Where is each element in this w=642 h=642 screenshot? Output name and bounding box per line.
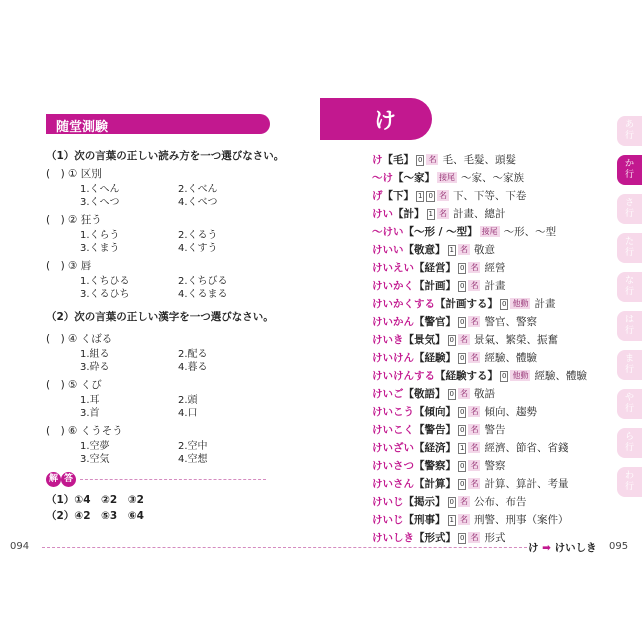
entry-kanji: 【計画】 <box>414 280 456 292</box>
dictionary-entry <box>372 440 568 455</box>
answer-badge-char-1: 解 <box>46 472 61 487</box>
entry-kanji: 【計画する】 <box>435 298 498 310</box>
answer-badge-char-2: 答 <box>61 472 76 487</box>
accent-marker: 0 <box>460 264 465 272</box>
q2-item-3-option-2: 2.空中 <box>178 441 208 452</box>
entry-kanji: 【敬意】 <box>403 244 446 256</box>
part-of-speech-badge: 接尾 <box>481 227 498 236</box>
entry-kanji: 【警告】 <box>414 424 456 436</box>
q1-item-2-option-4: 4.くすう <box>178 243 218 254</box>
side-tab-label: さ行 <box>624 198 634 219</box>
part-of-speech-badge: 名 <box>428 155 437 164</box>
page-number-right: 095 <box>609 541 629 552</box>
part-of-speech-badge: 名 <box>470 533 479 542</box>
accent-marker: 1 <box>449 246 454 254</box>
page-number-left: 094 <box>10 541 30 552</box>
part-of-speech-badge: 名 <box>470 407 479 416</box>
q1-item-3-option-2: 2.くちびる <box>178 276 228 287</box>
side-tab-7[interactable] <box>617 389 642 419</box>
entry-headword: けいかん <box>372 316 414 328</box>
accent-marker: 0 <box>418 156 423 164</box>
q2-item-1-option-2: 2.配る <box>178 349 208 360</box>
dictionary-entry <box>372 188 526 203</box>
answer-divider <box>80 479 266 480</box>
accent-marker: 1 <box>418 192 423 200</box>
accent-marker: 1 <box>449 516 454 524</box>
part-of-speech-badge: 名 <box>459 335 468 344</box>
part-of-speech-badge: 名 <box>470 425 479 434</box>
q2-item-3-option-3: 3.空気 <box>80 454 110 465</box>
dictionary-entry <box>372 332 558 347</box>
q1-item-2-prompt: ( ) ② 狂う <box>46 214 102 226</box>
q1-item-2-option-1: 1.くらう <box>80 230 120 241</box>
entry-meaning: 計畫 <box>534 298 556 310</box>
entry-headword: ～け <box>372 172 393 184</box>
part-of-speech-badge: 名 <box>438 191 447 200</box>
q2-item-2-option-3: 3.首 <box>80 408 100 419</box>
q1-item-3-option-1: 1.くちひる <box>80 276 130 287</box>
dictionary-entry <box>372 512 568 527</box>
answer-row-2: （2）④2 ⑤3 ⑥4 <box>46 510 144 522</box>
entry-kanji: 【～形 / ～型】 <box>403 226 478 238</box>
accent-marker: 0 <box>460 408 465 416</box>
entry-kanji: 【形式】 <box>414 532 456 544</box>
footer-range <box>528 540 597 555</box>
q2-item-2-prompt: ( ) ⑤ くび <box>46 379 102 391</box>
side-tab-1[interactable] <box>617 155 642 185</box>
entry-kanji: 【掲示】 <box>403 496 446 508</box>
part-of-speech-badge: 名 <box>459 245 468 254</box>
part-of-speech-badge: 名 <box>438 209 447 218</box>
dictionary-entry <box>372 296 555 311</box>
entry-meaning: 計畫 <box>484 280 506 292</box>
side-tab-label: ら行 <box>624 432 634 453</box>
dictionary-entry <box>372 368 587 383</box>
side-tab-label: や行 <box>624 393 634 414</box>
footer-dashed-line <box>42 547 527 548</box>
entry-headword: けいさん <box>372 478 414 490</box>
side-tab-0[interactable] <box>617 116 642 146</box>
entry-kanji: 【警官】 <box>414 316 456 328</box>
q1-item-3-prompt: ( ) ③ 唇 <box>46 260 92 272</box>
side-tab-label: わ行 <box>624 471 634 492</box>
part-of-speech-badge: 名 <box>470 461 479 470</box>
side-tab-9[interactable] <box>617 467 642 497</box>
q1-item-3-option-4: 4.くるまる <box>178 289 228 300</box>
side-tab-3[interactable] <box>617 233 642 263</box>
dictionary-entry <box>372 278 505 293</box>
part-of-speech-badge: 他動 <box>512 299 529 308</box>
dictionary-entry <box>372 530 505 545</box>
section-title: 随堂測験 <box>56 120 109 135</box>
q1-item-3-option-3: 3.くるひち <box>80 289 130 300</box>
q2-item-3-prompt: ( ) ⑥ くうそう <box>46 425 123 437</box>
entry-meaning: 警告 <box>484 424 506 436</box>
side-tab-label: あ行 <box>624 120 634 141</box>
dictionary-entry <box>372 314 537 329</box>
entry-meaning: 下、下等、下卷 <box>452 190 527 202</box>
q1-item-1-option-1: 1.くへん <box>80 184 120 195</box>
accent-marker: 0 <box>449 498 454 506</box>
entry-meaning: 毛、毛髮、頭髮 <box>442 154 516 166</box>
dictionary-entry <box>372 170 524 185</box>
entry-kanji: 【景気】 <box>403 334 446 346</box>
accent-marker: 0 <box>460 318 465 326</box>
entry-headword: けいざい <box>372 442 414 454</box>
dictionary-entry <box>372 404 537 419</box>
accent-marker: 0 <box>460 426 465 434</box>
entry-meaning: ～家、～家族 <box>461 172 524 184</box>
arrow-right-icon: ➡ <box>542 542 551 554</box>
entry-kanji: 【敬語】 <box>403 388 446 400</box>
entry-meaning: 敬語 <box>473 388 495 400</box>
entry-kanji: 【経験】 <box>414 352 456 364</box>
entry-meaning: 經濟、節省、省錢 <box>484 442 569 454</box>
entry-headword: けいけんする <box>372 370 435 382</box>
entry-meaning: 傾向、趨勢 <box>484 406 537 418</box>
entry-kanji: 【傾向】 <box>414 406 456 418</box>
dictionary-entry <box>372 242 495 257</box>
accent-marker: 0 <box>449 336 454 344</box>
answer-row-1: （1）①4 ②2 ③2 <box>46 494 144 506</box>
side-tab-4[interactable] <box>617 272 642 302</box>
entry-headword: ～けい <box>372 226 404 238</box>
accent-marker: 0 <box>460 354 465 362</box>
entry-meaning: 景氣、繁榮、振奮 <box>473 334 558 346</box>
entry-kanji: 【下】 <box>382 190 414 202</box>
entry-headword: けいい <box>372 244 404 256</box>
entry-kanji: 【毛】 <box>382 154 414 166</box>
dictionary-entry <box>372 152 516 167</box>
entry-meaning: 刑警、刑事（案件） <box>473 514 569 526</box>
q2-item-1-option-3: 3.砕る <box>80 362 110 373</box>
side-tab-5[interactable] <box>617 311 642 341</box>
q2-item-1-prompt: ( ) ④ くばる <box>46 333 113 345</box>
entry-meaning: 敬意 <box>473 244 495 256</box>
part-of-speech-badge: 名 <box>470 317 479 326</box>
dictionary-entry <box>372 206 505 221</box>
q2-item-2-option-4: 4.口 <box>178 408 198 419</box>
section-title-bar <box>46 114 270 134</box>
side-tab-label: は行 <box>624 315 634 336</box>
dictionary-entry <box>372 458 505 473</box>
dictionary-entry <box>372 350 537 365</box>
entry-headword: けいえい <box>372 262 414 274</box>
dictionary-entry <box>372 422 505 437</box>
entry-headword: けいご <box>372 388 404 400</box>
entry-kanji: 【経営】 <box>414 262 456 274</box>
q2-item-3-option-4: 4.空想 <box>178 454 208 465</box>
entry-headword: けいこう <box>372 406 414 418</box>
side-tab-label: ま行 <box>624 354 634 375</box>
entry-meaning: 形式 <box>484 532 506 544</box>
entry-kanji: 【刑事】 <box>403 514 446 526</box>
footer-range-end: けいしき <box>554 542 597 554</box>
entry-meaning: 計算、算計、考量 <box>484 478 569 490</box>
q2-item-1-option-4: 4.暮る <box>178 362 208 373</box>
entry-meaning: ～形、～型 <box>503 226 557 238</box>
entry-headword: け <box>372 154 383 166</box>
question-1-title: （1）次の言葉の正しい読み方を一つ選びなさい。 <box>46 150 285 162</box>
entry-meaning: 計畫、總計 <box>452 208 506 220</box>
part-of-speech-badge: 名 <box>470 353 479 362</box>
footer-range-start: け <box>528 542 539 554</box>
entry-meaning: 公布、布告 <box>473 496 527 508</box>
accent-marker: 0 <box>428 192 433 200</box>
question-2-title: （2）次の言葉の正しい漢字を一つ選びなさい。 <box>46 311 274 323</box>
accent-marker: 1 <box>460 444 465 452</box>
entry-meaning: 經營 <box>484 262 506 274</box>
accent-marker: 0 <box>460 534 465 542</box>
part-of-speech-badge: 名 <box>459 389 468 398</box>
entry-headword: けいき <box>372 334 404 346</box>
dictionary-entry <box>372 494 526 509</box>
accent-marker: 0 <box>460 282 465 290</box>
dictionary-entry <box>372 260 505 275</box>
part-of-speech-badge: 他動 <box>512 371 529 380</box>
entry-kanji: 【計】 <box>393 208 425 220</box>
dictionary-entry <box>372 386 495 401</box>
q1-item-1-option-3: 3.くへつ <box>80 197 120 208</box>
kana-heading-tab <box>320 98 432 140</box>
dictionary-entry <box>372 224 556 239</box>
entry-headword: けいじ <box>372 496 404 508</box>
entry-headword: けいさつ <box>372 460 414 472</box>
entry-headword: けいしき <box>372 532 414 544</box>
part-of-speech-badge: 名 <box>459 515 468 524</box>
q1-item-2-option-2: 2.くるう <box>178 230 218 241</box>
accent-marker: 0 <box>502 372 507 380</box>
q2-item-1-option-1: 1.組る <box>80 349 110 360</box>
entry-headword: けいこく <box>372 424 414 436</box>
part-of-speech-badge: 名 <box>470 479 479 488</box>
entry-meaning: 警察 <box>484 460 506 472</box>
entry-headword: けい <box>372 208 393 220</box>
part-of-speech-badge: 名 <box>459 497 468 506</box>
kana-heading: け <box>374 109 397 134</box>
q1-item-1-option-4: 4.くべつ <box>178 197 218 208</box>
entry-meaning: 經驗、體驗 <box>534 370 587 382</box>
part-of-speech-badge: 接尾 <box>439 173 455 182</box>
dictionary-entry <box>372 476 568 491</box>
q1-item-1-prompt: ( ) ① 区別 <box>46 168 102 180</box>
entry-meaning: 警官、警察 <box>484 316 537 328</box>
accent-marker: 0 <box>502 300 507 308</box>
entry-headword: けいかくする <box>372 298 435 310</box>
q2-item-3-option-1: 1.空夢 <box>80 441 110 452</box>
accent-marker: 0 <box>449 390 454 398</box>
side-tab-6[interactable] <box>617 350 642 380</box>
accent-marker: 0 <box>460 480 465 488</box>
side-tab-label: か行 <box>624 159 634 180</box>
entry-headword: げ <box>372 190 383 202</box>
part-of-speech-badge: 名 <box>470 263 479 272</box>
accent-marker: 0 <box>460 462 465 470</box>
entry-kanji: 【計算】 <box>414 478 456 490</box>
part-of-speech-badge: 名 <box>470 281 479 290</box>
side-tab-2[interactable] <box>617 194 642 224</box>
q2-item-2-option-1: 1.耳 <box>80 395 100 406</box>
side-tab-8[interactable] <box>617 428 642 458</box>
entry-headword: けいけん <box>372 352 414 364</box>
entry-kanji: 【警察】 <box>414 460 456 472</box>
entry-kanji: 【経験する】 <box>435 370 498 382</box>
q2-item-2-option-2: 2.頭 <box>178 395 198 406</box>
entry-headword: けいじ <box>372 514 404 526</box>
side-tab-label: な行 <box>624 276 634 297</box>
entry-meaning: 經驗、體驗 <box>484 352 537 364</box>
entry-kanji: 【～家】 <box>393 172 435 184</box>
q1-item-2-option-3: 3.くまう <box>80 243 120 254</box>
side-tab-label: た行 <box>624 237 634 258</box>
part-of-speech-badge: 名 <box>470 443 479 452</box>
entry-kanji: 【経済】 <box>414 442 456 454</box>
entry-headword: けいかく <box>372 280 414 292</box>
accent-marker: 1 <box>428 210 433 218</box>
q1-item-1-option-2: 2.くべん <box>178 184 218 195</box>
